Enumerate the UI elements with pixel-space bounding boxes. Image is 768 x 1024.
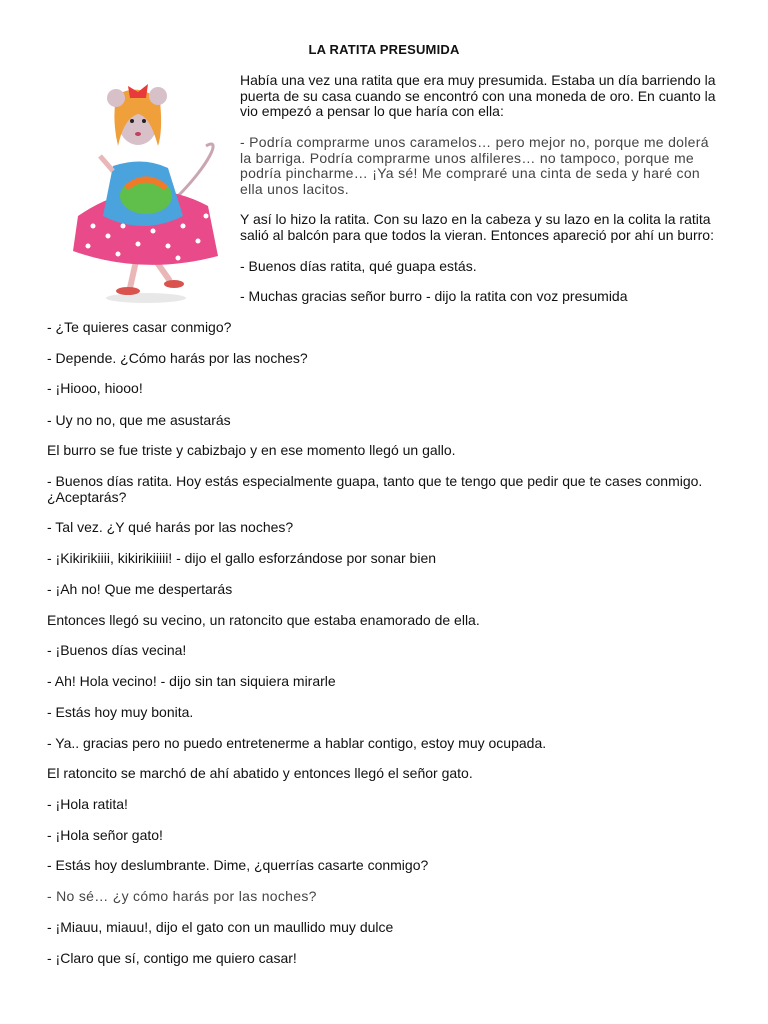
story-line: - ¡Claro que sí, contigo me quiero casar!	[47, 950, 297, 966]
intro-paragraph-2: - Podría comprarme unos caramelos… pero mejor no, porque me dolerá la barriga. Podría comprarme unos alfileres… no tampoco, porque me podría pincharme… ¡Ya sé! Me compraré una cinta de seda y haré con ella unos lacitos.	[240, 134, 709, 197]
story-line: - ¡Buenos días vecina!	[47, 642, 187, 658]
story-line: Entonces llegó su vecino, un ratoncito que estaba enamorado de ella.	[47, 612, 480, 628]
story-line: - ¿Te quieres casar conmigo?	[47, 319, 232, 335]
story-line: - Depende. ¿Cómo harás por las noches?	[47, 350, 308, 366]
story-line: - ¡Hiooo, hiooo!	[47, 380, 143, 396]
story-line: - Ah! Hola vecino! - dijo sin tan siquiera mirarle	[47, 673, 336, 689]
story-line: - Estás hoy muy bonita.	[47, 704, 194, 720]
ratita-illustration	[58, 76, 228, 308]
page-title: LA RATITA PRESUMIDA	[308, 42, 460, 57]
story-line: El ratoncito se marchó de ahí abatido y entonces llegó el señor gato.	[47, 765, 473, 781]
story-line: - Tal vez. ¿Y qué harás por las noches?	[47, 519, 294, 535]
story-line: - Uy no no, que me asustarás	[47, 412, 231, 428]
story-line: - ¡Hola ratita!	[47, 796, 128, 812]
story-line: - ¡Hola señor gato!	[47, 827, 163, 843]
story-line: El burro se fue triste y cabizbajo y en ese momento llegó un gallo.	[47, 442, 456, 458]
intro-paragraph-3: Y así lo hizo la ratita. Con su lazo en la cabeza y su lazo en la colita la ratita salió al balcón para que todos la vieran. Entonces apareció por ahí un burro:	[240, 211, 714, 243]
story-line: - Buenos días ratita. Hoy estás especialmente guapa, tanto que te tengo que pedir que te cases conmigo. ¿Aceptarás?	[47, 473, 703, 505]
intro-paragraph-4: - Buenos días ratita, qué guapa estás.	[240, 258, 477, 274]
story-line: - Estás hoy deslumbrante. Dime, ¿querrías casarte conmigo?	[47, 857, 429, 873]
story-line: - Ya.. gracias pero no puedo entretenerme a hablar contigo, estoy muy ocupada.	[47, 735, 547, 751]
story-line: - ¡Ah no! Que me despertarás	[47, 581, 233, 597]
intro-paragraph-1: Había una vez una ratita que era muy presumida. Estaba un día barriendo la puerta de su casa cuando se encontró con una moneda de oro. En cuanto la vio empezó a pensar lo que haría con ella:	[240, 72, 716, 119]
story-line: - ¡Kikirikiiii, kikirikiiiii! - dijo el gallo esforzándose por sonar bien	[47, 550, 437, 566]
story-line: - No sé… ¿y cómo harás por las noches?	[47, 888, 317, 904]
story-line: - ¡Miauu, miauu!, dijo el gato con un maullido muy dulce	[47, 919, 394, 935]
intro-paragraph-5: - Muchas gracias señor burro - dijo la ratita con voz presumida	[240, 288, 628, 304]
